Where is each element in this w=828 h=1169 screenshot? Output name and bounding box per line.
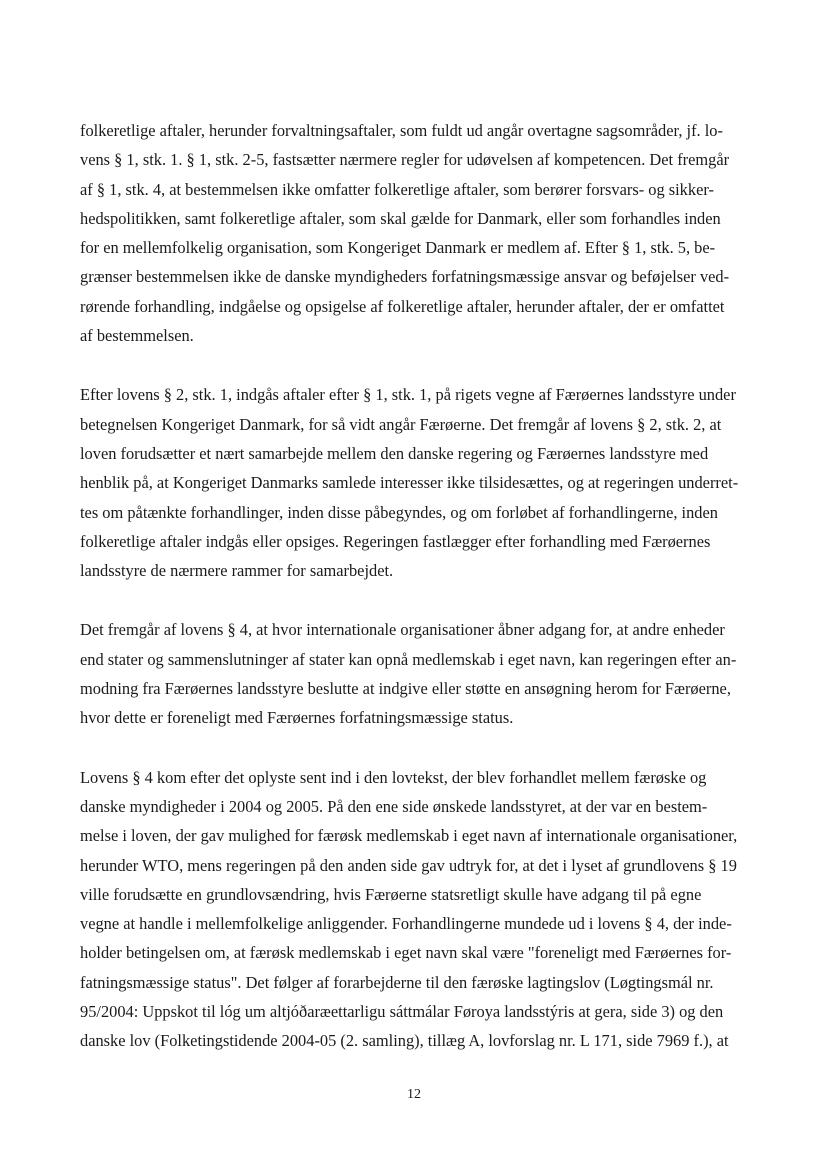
text-line: hvor dette er foreneligt med Færøernes forfatningsmæssige status. (80, 708, 514, 728)
text-line: tes om påtænkte forhandlinger, inden disse påbegyndes, og om forløbet af forhandlingerne, inden (80, 502, 718, 522)
text-line: modning fra Færøernes landsstyre beslutte at indgive eller støtte en ansøgning herom for Færøerne, (80, 679, 731, 699)
text-line: Lovens § 4 kom efter det oplyste sent ind i den lovtekst, der blev forhandlet mellem færøske og (80, 767, 707, 787)
text-line: hedspolitikken, samt folkeretlige aftaler, som skal gælde for Danmark, eller som forhandles inden (80, 208, 721, 228)
text-line: Efter lovens § 2, stk. 1, indgås aftaler efter § 1, stk. 1, på rigets vegne af Færøernes landsstyre under (80, 385, 736, 405)
text-line: herunder WTO, mens regeringen på den anden side gav udtryk for, at det i lyset af grundlovens § 19 (80, 855, 737, 875)
text-line: af § 1, stk. 4, at bestemmelsen ikke omfatter folkeretlige aftaler, som berører forsvars- og sikker- (80, 179, 714, 199)
text-line: Det fremgår af lovens § 4, at hvor internationale organisationer åbner adgang for, at andre enheder (80, 620, 725, 640)
text-line: vegne at handle i mellemfolkelige anliggender. Forhandlingerne mundede ud i lovens § 4, der inde- (80, 914, 732, 934)
text-line: end stater og sammenslutninger af stater kan opnå medlemskab i eget navn, kan regeringen efter an- (80, 649, 737, 669)
paragraph (80, 763, 748, 1056)
text-line: vens § 1, stk. 1. § 1, stk. 2-5, fastsætter nærmere regler for udøvelsen af kompetencen. Det fremgår (80, 150, 730, 170)
text-line: melse i loven, der gav mulighed for færøsk medlemskab i eget navn af internationale organisationer, (80, 826, 738, 846)
document-body (80, 116, 748, 1056)
text-line: fatningsmæssige status". Det følger af forarbejderne til den færøske lagtingslov (Løgtingsmál nr. (80, 972, 714, 992)
text-line: folkeretlige aftaler indgås eller opsiges. Regeringen fastlægger efter forhandling med Færøernes (80, 531, 711, 551)
text-line: grænser bestemmelsen ikke de danske myndigheders forfatningsmæssige ansvar og beføjelser ved- (80, 267, 730, 287)
text-line: rørende forhandling, indgåelse og opsigelse af folkeretlige aftaler, herunder aftaler, der er omfattet (80, 296, 725, 316)
text-line: ville forudsætte en grundlovsændring, hvis Færøerne statsretligt skulle have adgang til på egne (80, 884, 702, 904)
text-line: danske myndigheder i 2004 og 2005. På den ene side ønskede landsstyret, at der var en bestem- (80, 796, 708, 816)
text-line: danske lov (Folketingstidende 2004-05 (2. samling), tillæg A, lovforslag nr. L 171, side 7969 f.), at (80, 1031, 729, 1051)
text-line: holder betingelsen om, at færøsk medlemskab i eget navn skal være "foreneligt med Færøernes for- (80, 943, 732, 963)
paragraph (80, 380, 748, 585)
text-line: betegnelsen Kongeriget Danmark, for så vidt angår Færøerne. Det fremgår af lovens § 2, stk. 2, at (80, 414, 722, 434)
text-line: folkeretlige aftaler, herunder forvaltningsaftaler, som fuldt ud angår overtagne sagsområder, jf. lo- (80, 121, 723, 140)
text-line: for en mellemfolkelig organisation, som Kongeriget Danmark er medlem af. Efter § 1, stk. 5, be- (80, 238, 716, 258)
text-line: af bestemmelsen. (80, 326, 194, 346)
text-line: loven forudsætter et nært samarbejde mellem den danske regering og Færøernes landsstyre med (80, 443, 709, 463)
text-line: 95/2004: Uppskot til lóg um altjóðaræettarligu sáttmálar Føroya landsstýris at gera, side 3) og den (80, 1002, 724, 1022)
text-line: henblik på, at Kongeriget Danmarks samlede interesser ikke tilsidesættes, og at regeringen underret- (80, 473, 739, 493)
text-line: landsstyre de nærmere rammer for samarbejdet. (80, 561, 394, 581)
paragraph (80, 615, 748, 732)
paragraph (80, 116, 748, 350)
page-number: 12 (407, 1087, 421, 1102)
